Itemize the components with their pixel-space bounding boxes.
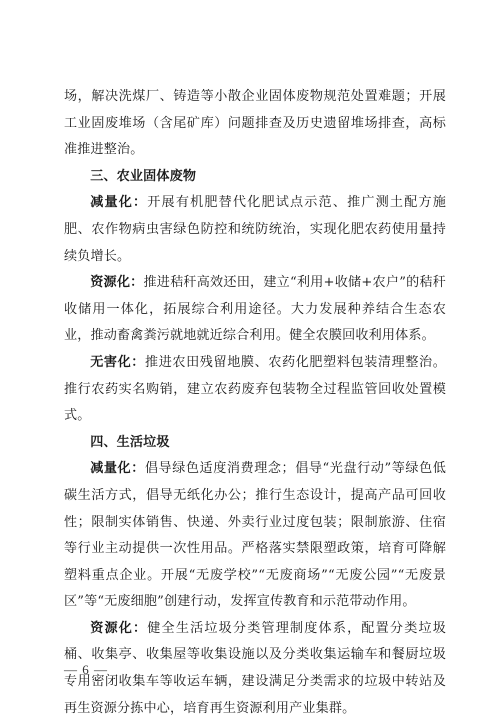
label-harmless: 无害化： bbox=[90, 354, 145, 370]
paragraph-agri-reduction bbox=[64, 190, 446, 270]
paragraph-industrial-continuation: 场，解决洗煤厂、铸造等小散企业固体废物规范处置难题；开展工业固废堆场（含尾矿库）问题排查及历史遗留堆场排查，高标准推进整治。 bbox=[64, 89, 446, 158]
label-reduction: 减量化： bbox=[90, 195, 148, 211]
page-number: — 6 — bbox=[64, 662, 108, 677]
text-agri-resource: 推进秸秆高效还田，建立“利用+收储+农户”的秸秆收储用一体化，拓展综合利用途径。大力发展种养结合生态农业，推动畜禽粪污就地就近综合利用。健全农膜回收利用体系。 bbox=[64, 275, 446, 344]
label-reduction: 减量化： bbox=[90, 461, 145, 477]
paragraph-agri-resource bbox=[64, 270, 446, 350]
paragraph-household-reduction bbox=[64, 456, 446, 616]
label-resource: 资源化： bbox=[90, 620, 148, 636]
document-body bbox=[64, 84, 446, 722]
text-household-resource: 健全生活垃圾分类管理制度体系，配置分类垃圾桶、收集亭、收集屋等收集设施以及分类收集运输车和餐厨垃圾专用密闭收集车等收运车辆，建设满足分类需求的垃圾中转站及再生资源分拣中心，培育再生资源利用产业集群。 bbox=[64, 620, 446, 716]
text-agri-reduction: 开展有机肥替代化肥试点示范、推广测土配方施肥、农作物病虫害绿色防控和统防统治，实现化肥农药使用量持续负增长。 bbox=[64, 195, 446, 264]
text-agri-harmless: 推进农田残留地膜、农药化肥塑料包装清理整治。推行农药实名购销，建立农药废弃包装物全过程监管回收处置模式。 bbox=[64, 354, 446, 424]
section-heading-agricultural-waste: 三、农业固体废物 bbox=[90, 168, 197, 184]
paragraph-household-resource bbox=[64, 616, 446, 722]
text-household-reduction: 倡导绿色适度消费理念；倡导“光盘行动”等绿色低碳生活方式，倡导无纸化办公；推行生态设计，提高产品可回收性；限制实体销售、快递、外卖行业过度包装；限制旅游、住宿等行业主动提供一次性用品。严格落实禁限塑政策，培育可降解塑料重点企业。开展“无废学校”“无废商场”“无废公园”“无废景区”等“无废细胞”创建行动，发挥宣传教育和示范带动作用。 bbox=[64, 461, 446, 610]
section-heading-household-waste: 四、生活垃圾 bbox=[90, 434, 170, 450]
paragraph-agri-harmless bbox=[64, 350, 446, 430]
label-resource: 资源化： bbox=[90, 275, 144, 291]
